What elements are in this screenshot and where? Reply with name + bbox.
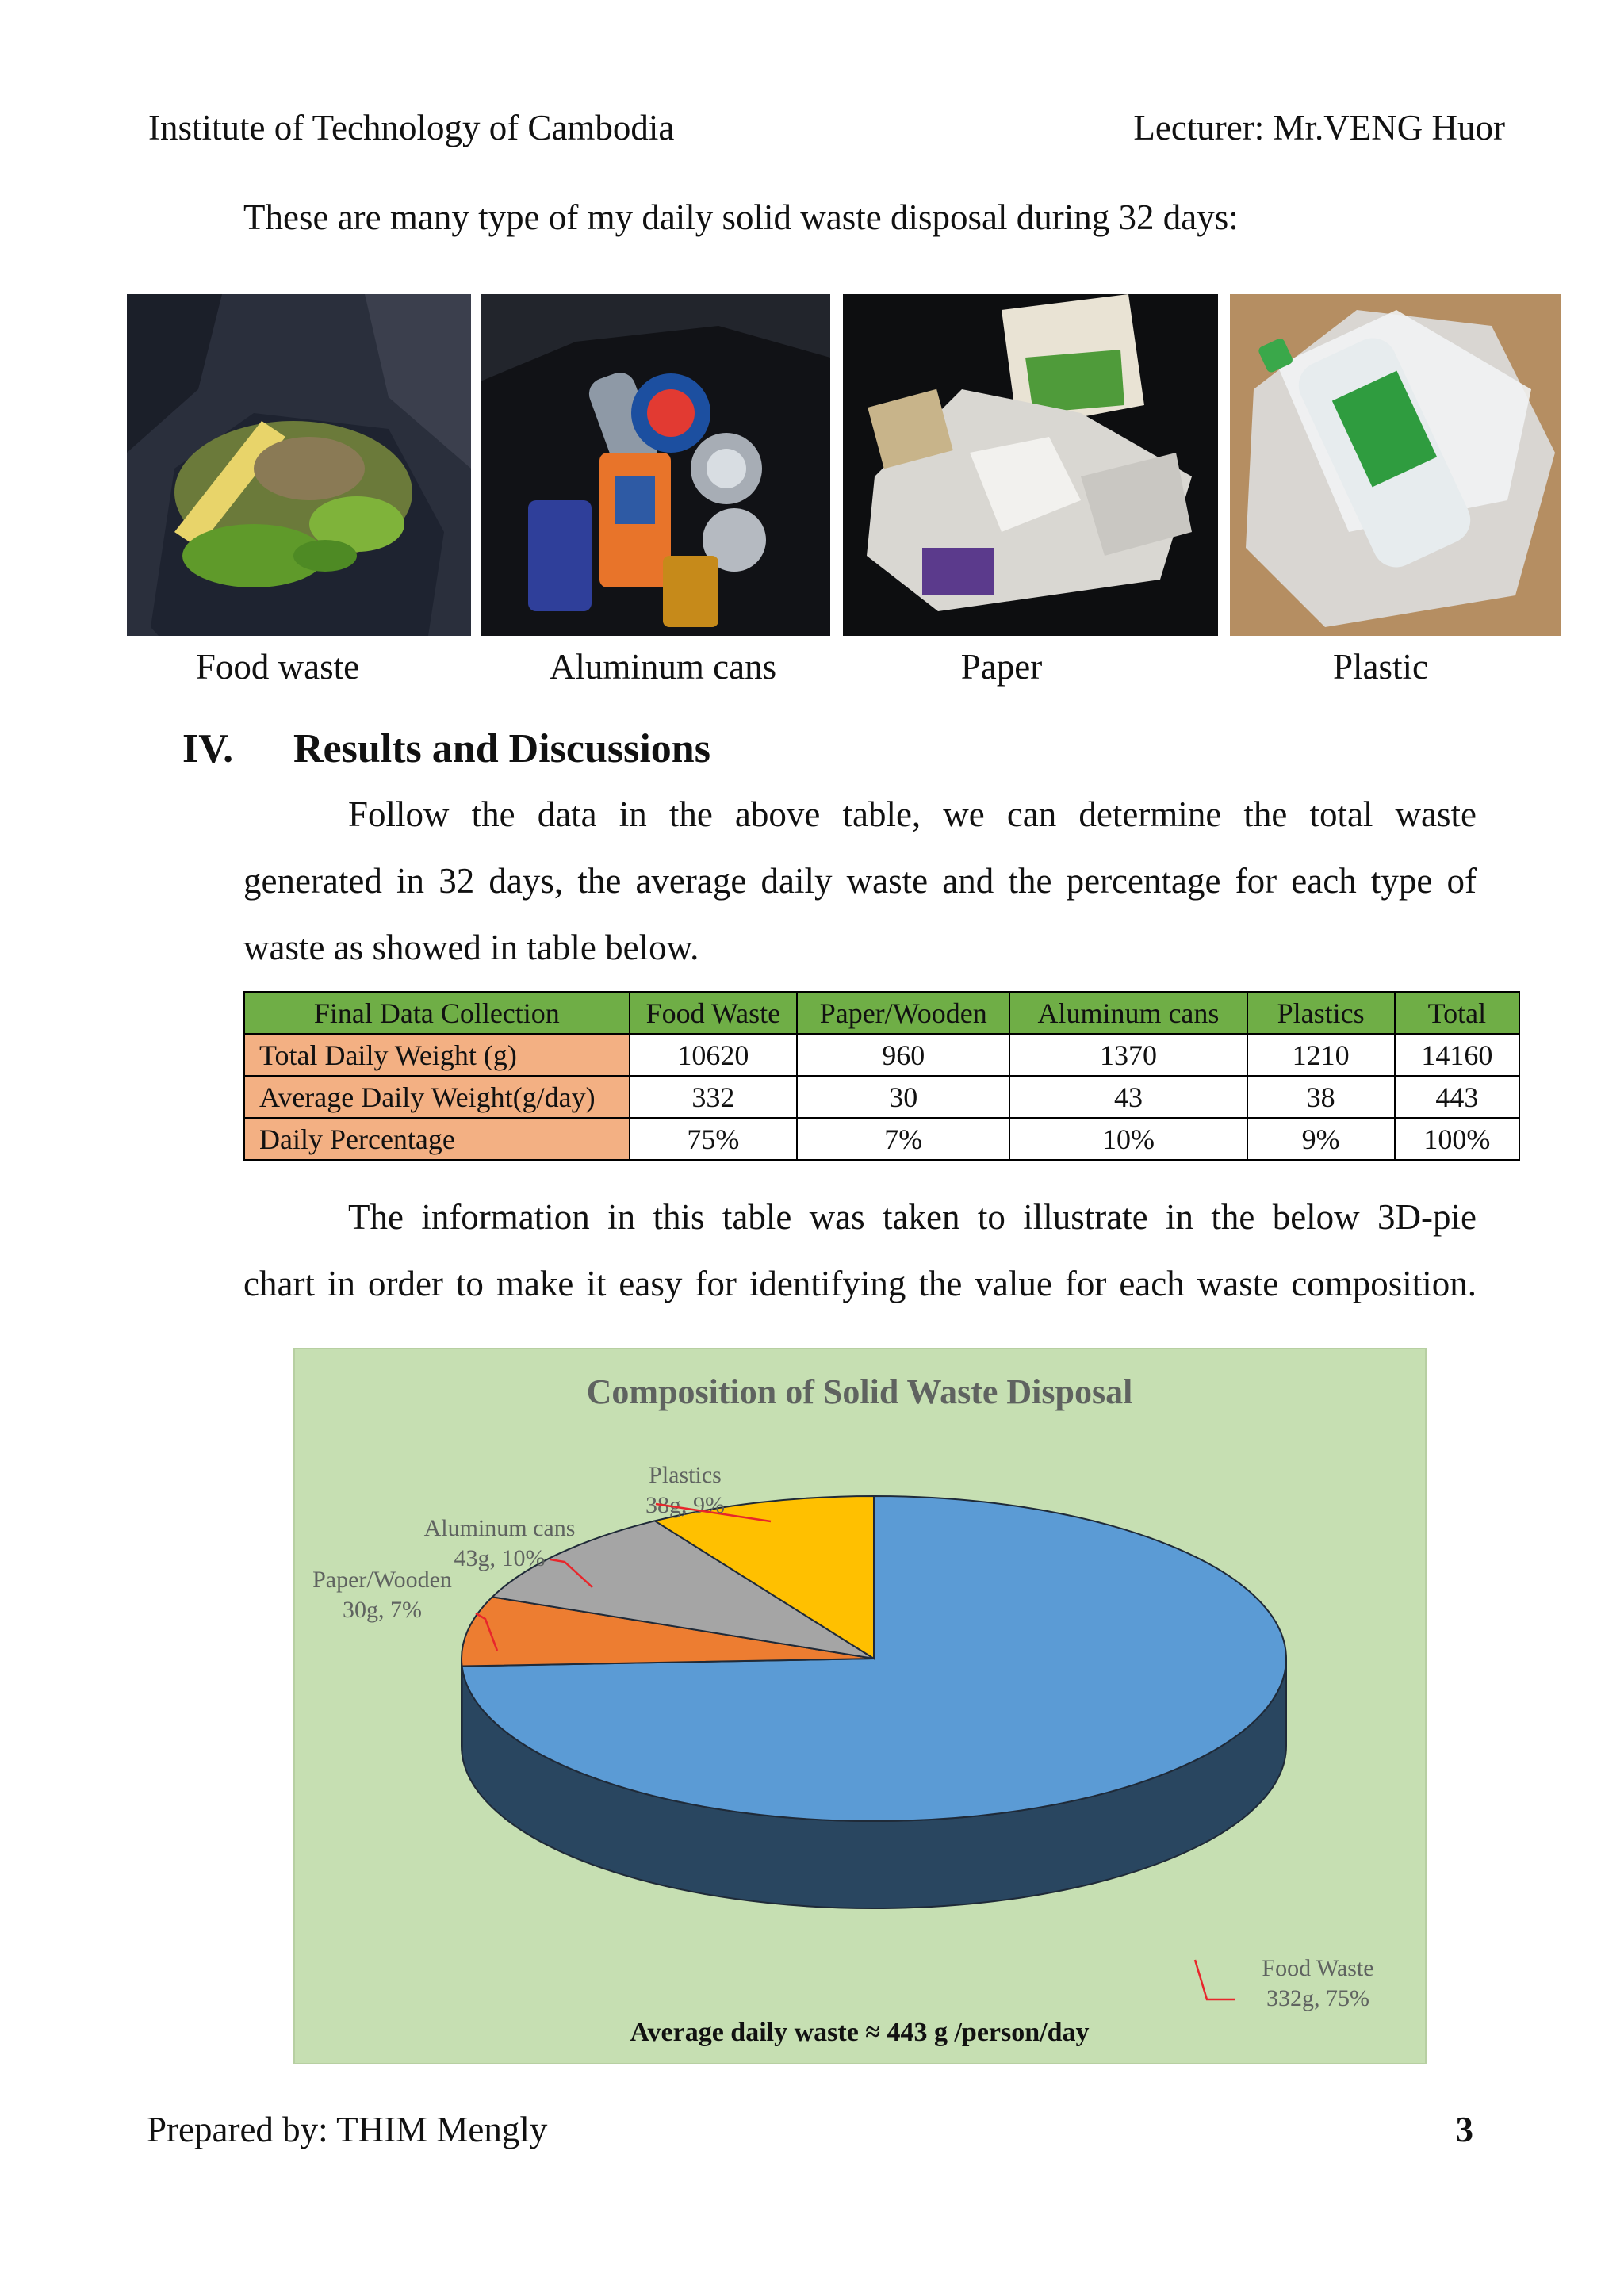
section-title: Results and Discussions — [293, 726, 710, 771]
table-cell: 443 — [1395, 1076, 1519, 1118]
table-cell: 10620 — [630, 1034, 797, 1076]
table-row — [244, 1076, 1519, 1118]
photo-caption-cans: Aluminum cans — [549, 647, 777, 687]
table-cell: 100% — [1395, 1118, 1519, 1160]
section-heading — [182, 725, 710, 772]
table-row — [244, 1034, 1519, 1076]
prepared-by: Prepared by: THIM Mengly — [147, 2110, 548, 2149]
table-header: Total — [1395, 992, 1519, 1034]
chart-title: Composition of Solid Waste Disposal — [586, 1372, 1133, 1411]
table-header: Food Waste — [630, 992, 797, 1034]
paragraph-line: generated in 32 days, the average daily waste and the percentage for each type of — [243, 861, 1477, 901]
pie-label-name: Paper/Wooden — [312, 1567, 452, 1593]
table-header: Aluminum cans — [1009, 992, 1247, 1034]
table-header: Plastics — [1247, 992, 1395, 1034]
paragraph-line: waste as showed in table below. — [243, 928, 699, 967]
table-cell: 43 — [1009, 1076, 1247, 1118]
pie-label-name: Food Waste — [1262, 1955, 1374, 1981]
lecturer-name: Lecturer: Mr.VENG Huor — [1133, 108, 1505, 147]
table-row-label: Total Daily Weight (g) — [244, 1034, 630, 1076]
section-number: IV. — [182, 726, 234, 771]
table-cell: 38 — [1247, 1076, 1395, 1118]
paper-photo — [843, 294, 1218, 636]
institute-name: Institute of Technology of Cambodia — [148, 108, 675, 147]
chart-intro-paragraph — [243, 1184, 1477, 1317]
table-header-row — [244, 992, 1519, 1034]
table-cell: 332 — [630, 1076, 797, 1118]
pie-label-name: Aluminum cans — [423, 1515, 576, 1541]
intro-text: These are many type of my daily solid waste disposal during 32 days: — [243, 197, 1239, 237]
pie-label-value: 38g, 9% — [645, 1492, 725, 1518]
table-cell: 7% — [797, 1118, 1009, 1160]
food-waste-photo — [127, 294, 471, 636]
table-header: Final Data Collection — [244, 992, 630, 1034]
pie-label-value: 43g, 10% — [454, 1545, 546, 1571]
results-paragraph — [243, 781, 1477, 981]
paragraph-line: chart in order to make it easy for identifying the value for each waste composition. — [243, 1264, 1477, 1303]
pie-leader-line — [1195, 1960, 1235, 1999]
table-row — [244, 1118, 1519, 1160]
table-cell: 1370 — [1009, 1034, 1247, 1076]
pie-label-name: Plastics — [649, 1462, 722, 1488]
pie-chart — [293, 1348, 1427, 2064]
table-cell: 960 — [797, 1034, 1009, 1076]
pie-label-value: 332g, 75% — [1266, 1985, 1369, 2011]
table-cell: 30 — [797, 1076, 1009, 1118]
paragraph-line: Follow the data in the above table, we can determine the total waste — [348, 794, 1477, 834]
plastic-photo — [1230, 294, 1561, 636]
photo-caption-plastic: Plastic — [1333, 647, 1428, 687]
table-cell: 75% — [630, 1118, 797, 1160]
aluminum-cans-photo — [481, 294, 830, 636]
table-cell: 9% — [1247, 1118, 1395, 1160]
table-cell: 14160 — [1395, 1034, 1519, 1076]
paragraph-line: The information in this table was taken to illustrate in the below 3D-pie — [348, 1197, 1477, 1237]
table-row-label: Average Daily Weight(g/day) — [244, 1076, 630, 1118]
table-row-label: Daily Percentage — [244, 1118, 630, 1160]
photo-caption-paper: Paper — [960, 647, 1043, 687]
table-cell: 10% — [1009, 1118, 1247, 1160]
chart-subtitle: Average daily waste ≈ 443 g /person/day — [630, 2018, 1090, 2047]
final-data-table — [243, 991, 1520, 1161]
photo-caption-food: Food waste — [195, 647, 360, 687]
page-number: 3 — [1455, 2110, 1473, 2149]
table-cell: 1210 — [1247, 1034, 1395, 1076]
pie-label-value: 30g, 7% — [343, 1597, 422, 1623]
table-header: Paper/Wooden — [797, 992, 1009, 1034]
